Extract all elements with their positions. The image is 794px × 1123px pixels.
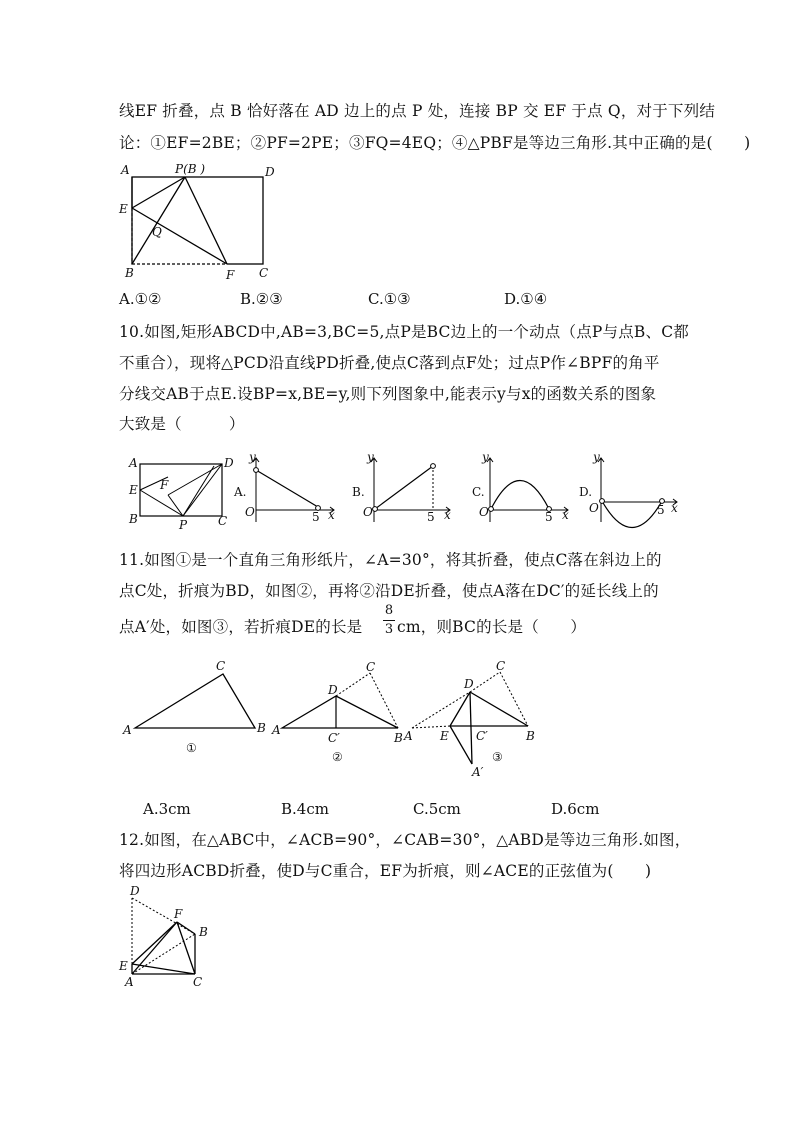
- q9-label-d: D: [265, 165, 275, 179]
- q11-fig1-c: C: [216, 659, 226, 673]
- q10-text-line3: 分线交AB于点E.设BP=x,BE=y,则下列图象中,能表示y与x的函数关系的图象: [119, 385, 657, 403]
- q10-graph-b-tick: 5: [427, 510, 435, 524]
- q11-fig1-num: ①: [186, 741, 197, 755]
- q11-fig3-num: ③: [492, 750, 503, 764]
- q11-frac-den: 3: [384, 622, 394, 637]
- q10-label-a: A: [129, 456, 138, 470]
- q9-figure: [115, 160, 285, 285]
- q10-graph-a: [232, 452, 342, 528]
- q10-graph-d-x: x: [671, 501, 678, 515]
- q12-label-e: E: [119, 959, 128, 973]
- q11-fig3-a: A: [404, 729, 413, 743]
- q10-figure: [126, 453, 236, 533]
- q10-graph-b-label: B.: [352, 485, 365, 499]
- q9-label-pb: P(B ): [175, 162, 206, 176]
- q11-figure-3: [404, 660, 554, 780]
- q11-text-line3a: 点A′处，如图③，若折痕DE的长是: [119, 618, 363, 636]
- q11-text-line2: 点C处，折痕为BD，如图②，再将②沿DE折叠，使点A落在DC′的延长线上的: [119, 582, 659, 600]
- q12-label-f: F: [174, 907, 183, 921]
- q11-option-a: A.3cm: [143, 800, 191, 818]
- q10-graph-a-y: y: [249, 450, 256, 464]
- q11-fig2-cp: C′: [328, 731, 340, 745]
- q12-text-line2: 将四边形ACBD折叠，使D与C重合，EF为折痕，则∠ACE的正弦值为( ): [119, 862, 652, 880]
- q10-graph-d-label: D.: [579, 485, 593, 499]
- q10-graph-c-x: x: [562, 508, 569, 522]
- q10-text-line2: 不重合），现将△PCD沿直线PD折叠,使点C落到点F处；过点P作∠BPF的角平: [119, 354, 660, 372]
- q11-fig3-cp: C′: [476, 729, 488, 743]
- q10-graph-a-x: x: [328, 508, 335, 522]
- q9-rect: [132, 177, 263, 264]
- q10-graph-a-label: A.: [234, 485, 247, 499]
- q10-graph-b-o: O: [363, 505, 373, 519]
- q11-fig2-c: C: [366, 660, 376, 674]
- q11-fig2-d: D: [328, 683, 338, 697]
- q10-graph-c-tick: 5: [545, 510, 553, 524]
- q11-fig1-b: B: [257, 721, 266, 735]
- q10-graph-c-label: C.: [472, 485, 485, 499]
- q12-text-line1: 12.如图，在△ABC中，∠ACB=90°，∠CAB=30°，△ABD是等边三角形.如图，: [119, 831, 691, 849]
- q11-fig3-b: B: [526, 729, 535, 743]
- q9-option-c: C.①③: [368, 290, 411, 308]
- q9-text-line1: 线EF 折叠，点 B 恰好落在 AD 边上的点 P 处，连接 BP 交 EF 于点 Q，对于下列结: [119, 102, 716, 120]
- q12-label-b: B: [199, 925, 208, 939]
- q11-fig2-num: ②: [332, 750, 343, 764]
- q10-label-b: B: [129, 512, 138, 526]
- q10-text-line4: 大致是（ ）: [119, 415, 245, 433]
- q10-text-line1: 10.如图,矩形ABCD中,AB=3,BC=5,点P是BC边上的一个动点（点P与点B、C都: [119, 323, 689, 341]
- q10-label-f: F: [160, 478, 169, 492]
- q10-graph-c: [466, 452, 576, 528]
- q10-label-c: C: [218, 514, 228, 528]
- q10-graph-c-o: O: [479, 505, 489, 519]
- q11-fig3-e: E: [440, 729, 449, 743]
- q9-label-b: B: [125, 266, 134, 280]
- q11-figure-2: [270, 660, 410, 770]
- q11-fig1-a: A: [123, 723, 132, 737]
- q10-graph-b-y: y: [367, 450, 374, 464]
- q12-label-a: A: [125, 975, 134, 989]
- q11-figure-1: [120, 660, 270, 760]
- q9-option-b: B.②③: [240, 290, 283, 308]
- q11-fig3-d: D: [464, 677, 474, 691]
- q10-graph-d-tick: 5: [657, 503, 665, 517]
- q10-graph-a-o: O: [245, 505, 255, 519]
- q9-text-line2: 论：①EF=2BE；②PF=2PE；③FQ=4EQ；④△PBF是等边三角形.其中正确的是( ): [119, 134, 751, 152]
- q10-graph-a-tick: 5: [312, 510, 320, 524]
- q11-frac-bar: [383, 620, 395, 621]
- q10-label-e: E: [129, 483, 138, 497]
- q11-option-d: D.6cm: [551, 800, 600, 818]
- q10-graph-d-o: O: [589, 501, 599, 515]
- q11-frac-num: 8: [384, 603, 394, 618]
- q10-graph-c-y: y: [482, 450, 489, 464]
- q12-label-d: D: [130, 884, 140, 898]
- q9-label-q: Q: [152, 225, 162, 239]
- q11-fig3-ap: A′: [472, 765, 484, 779]
- q11-text-line1: 11.如图①是一个直角三角形纸片，∠A=30°，将其折叠，使点C落在斜边上的: [119, 551, 662, 569]
- q10-graph-b-x: x: [444, 508, 451, 522]
- q10-graph-b: [350, 452, 460, 528]
- q11-fig2-b: B: [394, 731, 403, 745]
- q9-label-f: F: [226, 268, 235, 282]
- q11-option-c: C.5cm: [413, 800, 461, 818]
- q12-label-c: C: [193, 975, 203, 989]
- q10-label-p: P: [179, 518, 188, 532]
- q11-fig3-c: C: [496, 659, 506, 673]
- q9-label-a: A: [121, 163, 130, 177]
- q9-option-a: A.①②: [119, 290, 162, 308]
- q10-graph-d: [577, 452, 687, 528]
- q9-option-d: D.①④: [504, 290, 548, 308]
- q12-figure: [114, 884, 224, 994]
- q10-graph-d-y: y: [593, 450, 600, 464]
- q10-label-d: D: [224, 456, 234, 470]
- q11-text-line3b: cm，则BC的长是（ ）: [397, 618, 587, 636]
- q9-label-c: C: [259, 266, 269, 280]
- q9-label-e: E: [119, 202, 128, 216]
- q11-fig2-a: A: [272, 723, 281, 737]
- q11-option-b: B.4cm: [281, 800, 329, 818]
